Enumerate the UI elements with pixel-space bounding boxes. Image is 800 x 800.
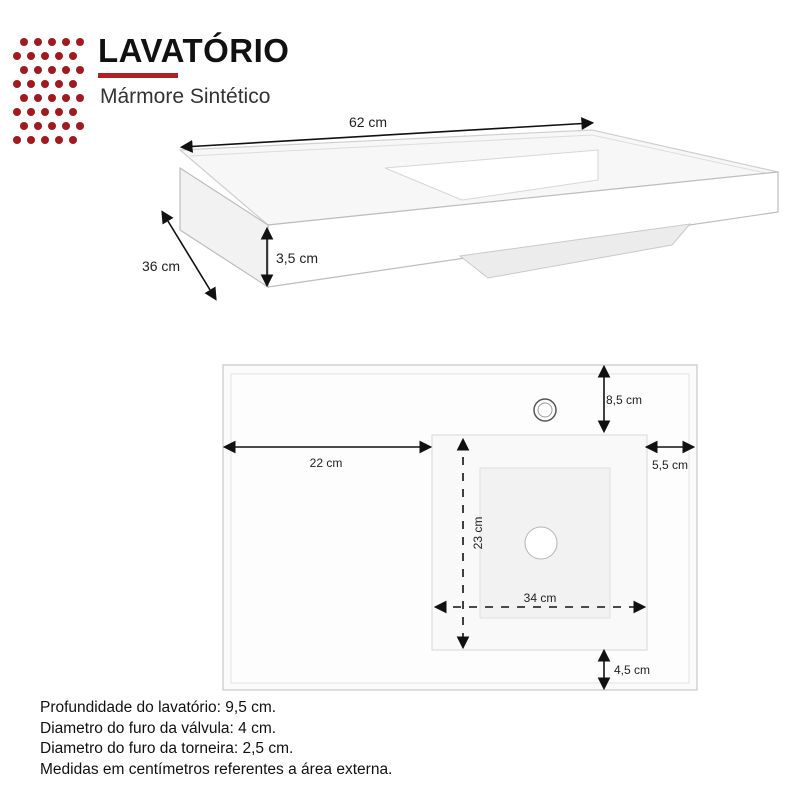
page-title: LAVATÓRIO: [98, 32, 290, 69]
drain-hole: [525, 527, 557, 559]
note-line: Medidas em centímetros referentes a área externa.: [40, 760, 393, 778]
width-dimension-label: 62 cm: [348, 114, 388, 130]
left-offset-label: 22 cm: [309, 456, 343, 470]
page-subtitle: Mármore Sintético: [100, 85, 271, 108]
perspective-view: [0, 0, 800, 330]
faucet-offset-label: 8,5 cm: [606, 393, 643, 407]
basin-depth-label: 23 cm: [471, 516, 485, 550]
faucet-hole-inner: [538, 403, 552, 417]
right-offset-label: 5,5 cm: [651, 458, 689, 472]
bottom-offset-label: 4,5 cm: [614, 663, 651, 677]
top-view: [0, 340, 800, 740]
thickness-dimension-label: 3,5 cm: [276, 250, 319, 266]
basin-width-label: 34 cm: [523, 591, 557, 605]
note-line: Profundidade do lavatório: 9,5 cm.: [40, 699, 277, 716]
depth-dimension-label: 36 cm: [141, 258, 181, 274]
note-line: Diametro do furo da torneira: 2,5 cm.: [40, 740, 294, 757]
notes-block: [40, 698, 392, 780]
note-line: Diametro do furo da válvula: 4 cm.: [40, 719, 277, 737]
